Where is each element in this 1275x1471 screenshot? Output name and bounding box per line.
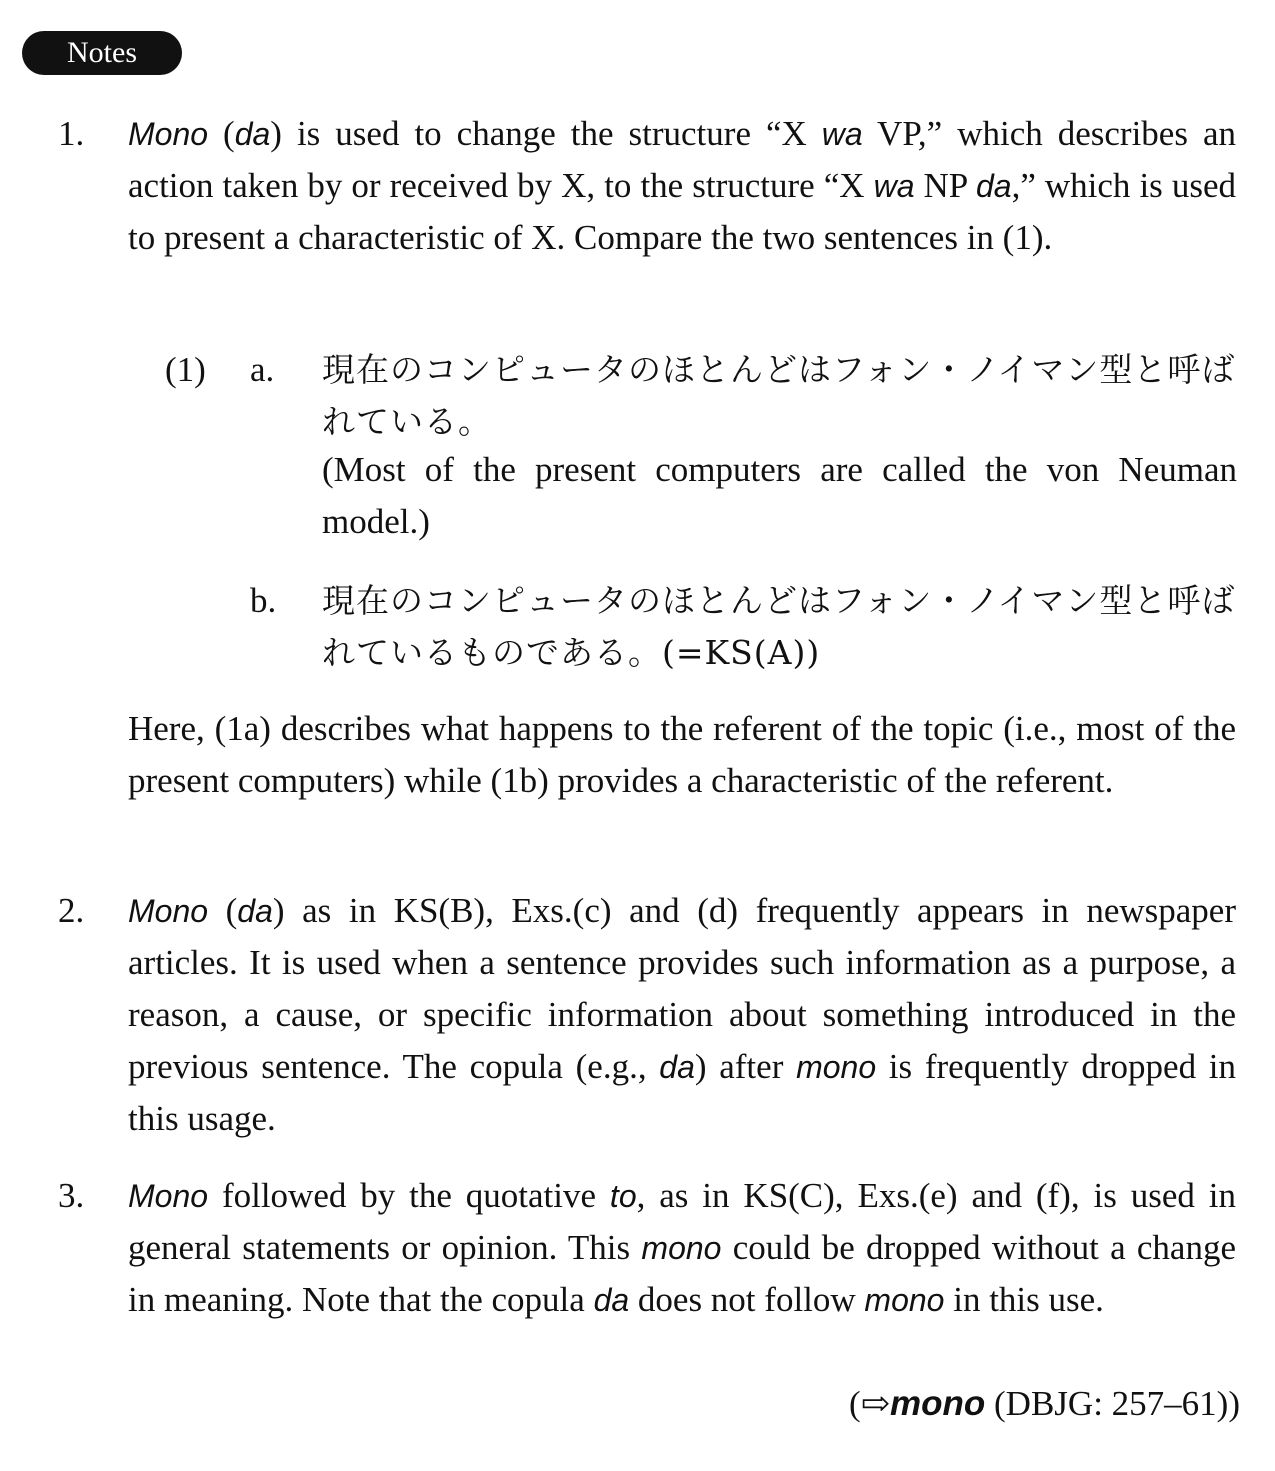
text: does not follow bbox=[629, 1280, 865, 1319]
notes-badge: Notes bbox=[22, 31, 182, 75]
text: ) is used to change the structure “X bbox=[270, 114, 822, 153]
cross-reference-citation: (DBJG: 257–61)) bbox=[985, 1384, 1240, 1423]
text: in this use. bbox=[944, 1280, 1104, 1319]
term-da: da bbox=[237, 893, 273, 929]
text: ( bbox=[208, 891, 238, 930]
term-to: to bbox=[609, 1178, 637, 1214]
term-mono: mono bbox=[796, 1049, 877, 1085]
note-2-paragraph bbox=[128, 885, 1236, 1145]
text: followed by the quotative bbox=[208, 1176, 610, 1215]
cross-reference-term: mono bbox=[890, 1384, 986, 1423]
text: ( bbox=[208, 114, 235, 153]
term-mono: mono bbox=[641, 1230, 722, 1266]
note-number: 3. bbox=[58, 1176, 85, 1215]
text: is frequently dropped in this usage. bbox=[128, 1047, 1236, 1138]
note-number: 2. bbox=[58, 891, 85, 930]
text: ) after bbox=[694, 1047, 797, 1086]
text: VP,” which describes an action taken by or received by X, to the structure “X bbox=[128, 114, 1236, 205]
note-number: 1. bbox=[58, 114, 85, 153]
example-number: (1) bbox=[165, 350, 206, 389]
text: , as in KS(C), Exs.(e) and (f), is used in general statements or opinion. This bbox=[128, 1176, 1236, 1267]
note-1-explanation: Here, (1a) describes what happens to the referent of the topic (i.e., most of the present computers) while (1b) provides a characteristic of the referent. bbox=[128, 709, 1236, 800]
text: ( bbox=[849, 1384, 861, 1423]
example-b-japanese: 現在のコンピュータのほとんどはフォン・ノイマン型と呼ばれているものである。(=KS(A)) bbox=[322, 581, 1236, 672]
term-mono: Mono bbox=[128, 1178, 209, 1214]
text: ,” which is used to present a characteristic of X. Compare the two sentences in (1). bbox=[128, 166, 1236, 257]
term-da: da bbox=[975, 168, 1012, 204]
term-mono: Mono bbox=[128, 893, 209, 929]
term-da: da bbox=[593, 1282, 630, 1318]
example-a-translation: (Most of the present computers are called the von Neuman model.) bbox=[322, 450, 1237, 541]
text: ) as in KS(B), Exs.(c) and (d) frequently appears in newspaper articles. It is used when a sentence provides such information as a purpose, a reason, a cause, or specific information about something introduced in the previous sentence. The copula (e.g., bbox=[128, 891, 1236, 1086]
term-wa: wa bbox=[821, 116, 863, 152]
example-letter-a: a. bbox=[250, 350, 275, 389]
example-letter-b: b. bbox=[250, 581, 277, 620]
text: could be dropped without a change in meaning. Note that the copula bbox=[128, 1228, 1236, 1319]
right-arrow-icon: ⇨ bbox=[860, 1384, 891, 1423]
note-3-paragraph bbox=[128, 1170, 1236, 1326]
note-1-paragraph bbox=[128, 108, 1236, 264]
term-da: da bbox=[659, 1049, 695, 1085]
example-a-japanese: 現在のコンピュータのほとんどはフォン・ノイマン型と呼ばれている。 bbox=[322, 350, 1236, 441]
term-da: da bbox=[234, 116, 271, 152]
term-mono: Mono bbox=[128, 116, 209, 152]
term-wa: wa bbox=[873, 168, 915, 204]
term-mono: mono bbox=[864, 1282, 945, 1318]
cross-reference bbox=[849, 1378, 1240, 1430]
text: NP bbox=[914, 166, 976, 205]
